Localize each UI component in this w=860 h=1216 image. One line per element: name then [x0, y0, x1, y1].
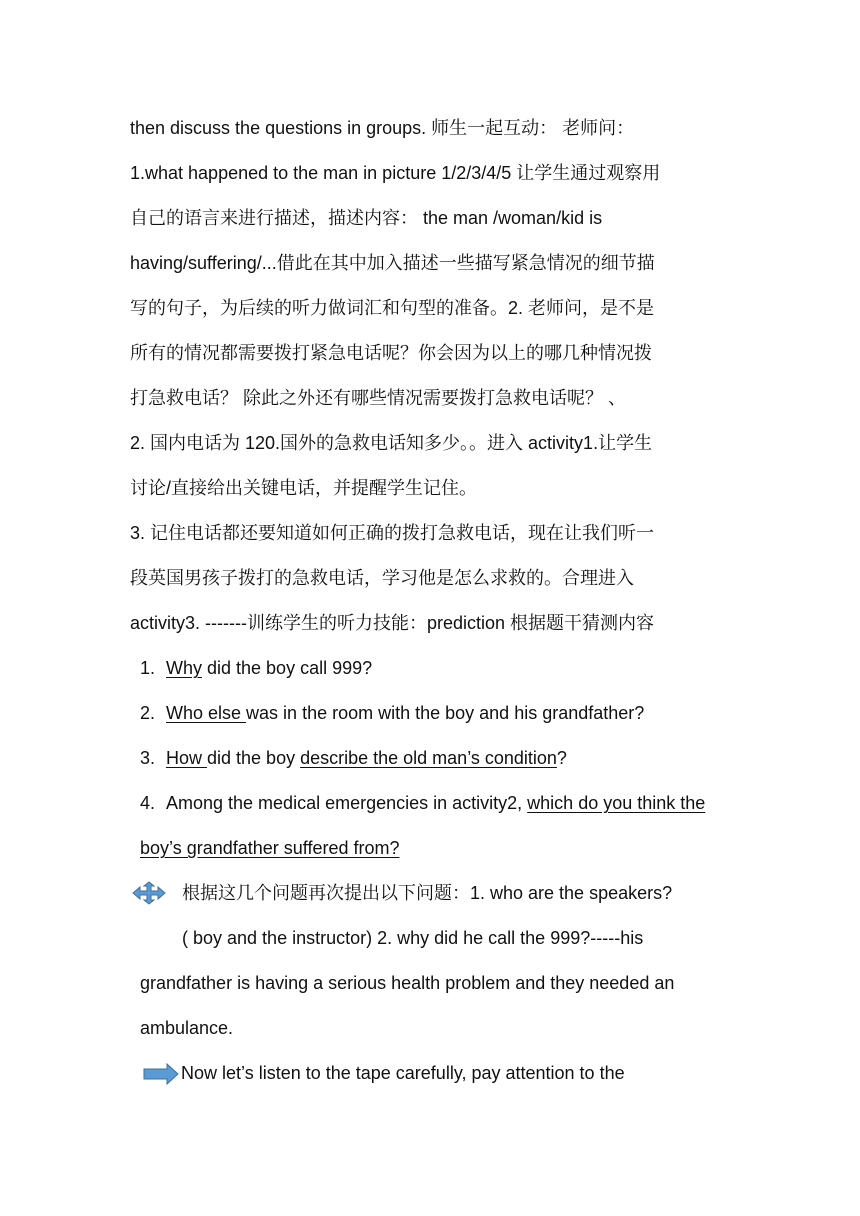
followup-line: ( boy and the instructor) 2. why did he call the 999?-----his: [182, 928, 644, 948]
paragraph-line: 自己的语言来进行描述，描述内容： the man /woman/kid is: [130, 208, 603, 228]
paragraph-line: 1.what happened to the man in picture 1/2/3/4/5 让学生通过观察用: [130, 163, 661, 183]
question-number: 1.: [140, 658, 156, 678]
paragraph-line: having/suffering/...借此在其中加入描述一些描写紧急情况的细节描: [130, 253, 655, 273]
paragraph-line: 讨论/直接给出关键电话，并提醒学生记住。: [130, 478, 477, 498]
question-text: was in the room with the boy and his grandfather?: [246, 703, 645, 723]
followup-line: ambulance.: [140, 1018, 234, 1038]
paragraph-line: 3. 记住电话都还要知道如何正确的拨打急救电话，现在让我们听一: [130, 523, 655, 543]
paragraph-line: 段英国男孩子拨打的急救电话，学习他是怎么求救的。合理进入: [130, 568, 634, 588]
right-arrow-icon: [143, 1063, 179, 1085]
followup-line: grandfather is having a serious health problem and they needed an: [140, 973, 675, 993]
underlined-text: How: [166, 748, 208, 768]
followup-line: 根据这几个问题再次提出以下问题：1. who are the speakers?: [182, 883, 673, 903]
question-text: Among the medical emergencies in activity2,: [166, 793, 528, 813]
question-text: ?: [556, 748, 567, 768]
question-4: [140, 791, 705, 815]
paragraph-line: 所有的情况都需要拨打紧急电话呢？你会因为以上的哪几种情况拨: [130, 343, 652, 363]
paragraph-line: then discuss the questions in groups. 师生一起互动： 老师问：: [130, 118, 635, 138]
question-number: 2.: [140, 703, 156, 723]
question-1: [140, 656, 372, 680]
question-2: [140, 701, 644, 725]
underlined-text: describe the old man’s condition: [300, 748, 557, 768]
underlined-text: boy’s grandfather suffered from?: [140, 838, 400, 858]
underlined-text: Why: [166, 658, 202, 678]
question-number: 4.: [140, 793, 156, 813]
question-3: [140, 746, 567, 770]
question-number: 3.: [140, 748, 156, 768]
four-way-arrow-icon: [132, 881, 166, 905]
question-text: did the boy call 999?: [202, 658, 373, 678]
question-4-continued: [140, 836, 400, 860]
underlined-text: Who else: [166, 703, 247, 723]
followup-line: Now let’s listen to the tape carefully, pay attention to the: [181, 1063, 625, 1083]
paragraph-line: 2. 国内电话为 120.国外的急救电话知多少。。进入 activity1.让学生: [130, 433, 653, 453]
paragraph-line: 写的句子，为后续的听力做词汇和句型的准备。2. 老师问，是不是: [130, 298, 655, 318]
question-text: did the boy: [207, 748, 301, 768]
paragraph-line: activity3. -------训练学生的听力技能：prediction 根据题干猜测内容: [130, 613, 655, 633]
paragraph-line: 打急救电话？ 除此之外还有哪些情况需要拨打急救电话呢？ 、: [130, 388, 626, 408]
underlined-text: which do you think the: [527, 793, 706, 813]
